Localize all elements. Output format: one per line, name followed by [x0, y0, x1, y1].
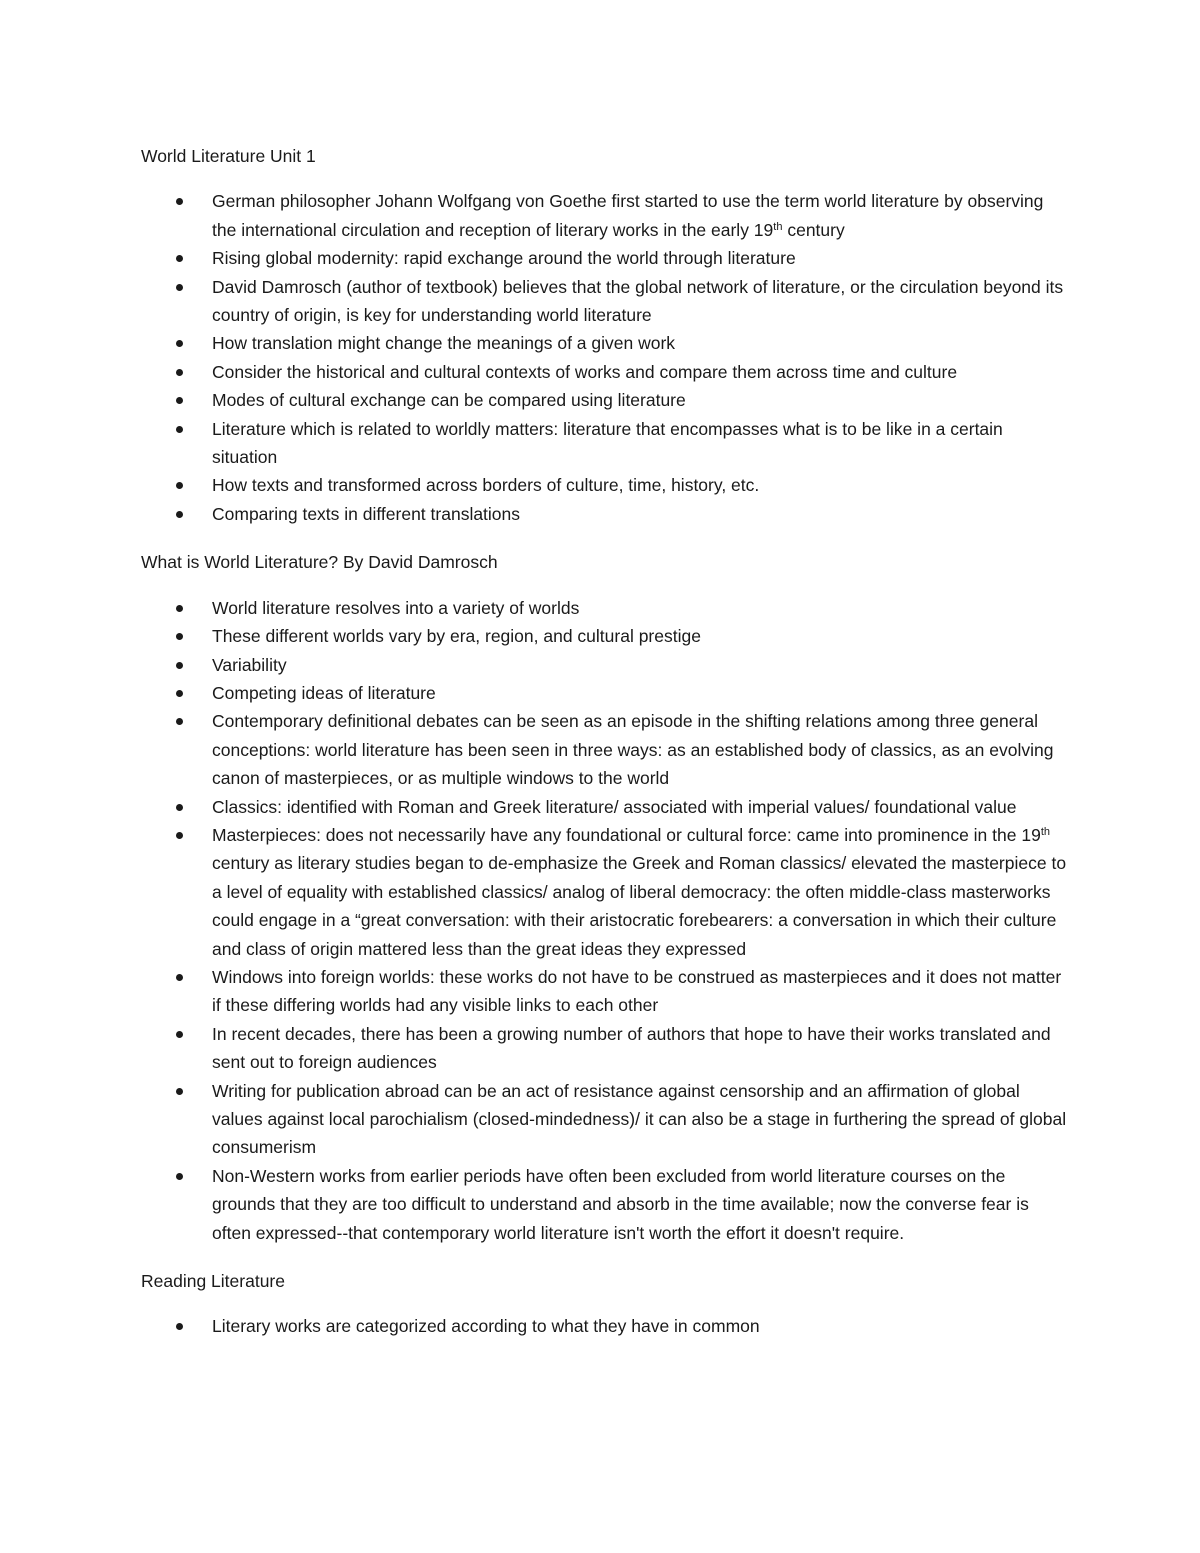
- list-item: How translation might change the meanings of a given work: [141, 329, 1071, 357]
- list-item: Modes of cultural exchange can be compared using literature: [141, 386, 1071, 414]
- section-heading: Reading Literature: [141, 1271, 285, 1292]
- document-content: [141, 142, 1071, 1361]
- list-item: Rising global modernity: rapid exchange around the world through literature: [141, 244, 1071, 272]
- bullet-list: [141, 594, 1071, 1247]
- list-item: Masterpieces: does not necessarily have any foundational or cultural force: came into prominence in the 19th century as literary studies began to de-emphasize the Greek and Roman classics/ elevated the masterpiece to a level of equality with established classics/ analog of liberal democracy: the often middle-class masterworks could engage in a “great conversation: with their aristocratic forebearers: a conversation in which their culture and class of origin mattered less than the great ideas they expressed: [141, 821, 1071, 963]
- list-item: World literature resolves into a variety of worlds: [141, 594, 1071, 622]
- list-item: Windows into foreign worlds: these works do not have to be construed as masterpieces and it does not matter if these differing worlds had any visible links to each other: [141, 963, 1071, 1020]
- list-item: Non-Western works from earlier periods have often been excluded from world literature courses on the grounds that they are too difficult to understand and absorb in the time available; now the converse fear is often expressed--that contemporary world literature isn't worth the effort it doesn't require.: [141, 1162, 1071, 1247]
- list-item: Variability: [141, 651, 1071, 679]
- section-heading: World Literature Unit 1: [141, 146, 316, 166]
- list-item: Contemporary definitional debates can be seen as an episode in the shifting relations among three general conceptions: world literature has been seen in three ways: as an established body of classics, as an evolving canon of masterpieces, or as multiple windows to the world: [141, 707, 1071, 792]
- list-item: Literature which is related to worldly matters: literature that encompasses what is to be like in a certain situation: [141, 415, 1071, 472]
- list-item: Writing for publication abroad can be an act of resistance against censorship and an affirmation of global values against local parochialism (closed-mindedness)/ it can also be a stage in furthering the spread of global consumerism: [141, 1077, 1071, 1162]
- list-item: David Damrosch (author of textbook) believes that the global network of literature, or the circulation beyond its country of origin, is key for understanding world literature: [141, 273, 1071, 330]
- list-item: German philosopher Johann Wolfgang von Goethe first started to use the term world literature by observing the international circulation and reception of literary works in the early 19th century: [141, 187, 1071, 244]
- list-item: Comparing texts in different translations: [141, 500, 1071, 528]
- bullet-list: [141, 187, 1071, 528]
- list-item: In recent decades, there has been a growing number of authors that hope to have their works translated and sent out to foreign audiences: [141, 1020, 1071, 1077]
- section-heading: What is World Literature? By David Damrosch: [141, 552, 498, 573]
- list-item: Competing ideas of literature: [141, 679, 1071, 707]
- bullet-list: [141, 1312, 1071, 1340]
- list-item: These different worlds vary by era, region, and cultural prestige: [141, 622, 1071, 650]
- list-item: Literary works are categorized according to what they have in common: [141, 1312, 1071, 1340]
- list-item: Classics: identified with Roman and Greek literature/ associated with imperial values/ foundational value: [141, 793, 1071, 821]
- list-item: How texts and transformed across borders of culture, time, history, etc.: [141, 471, 1071, 499]
- list-item: Consider the historical and cultural contexts of works and compare them across time and culture: [141, 358, 1071, 386]
